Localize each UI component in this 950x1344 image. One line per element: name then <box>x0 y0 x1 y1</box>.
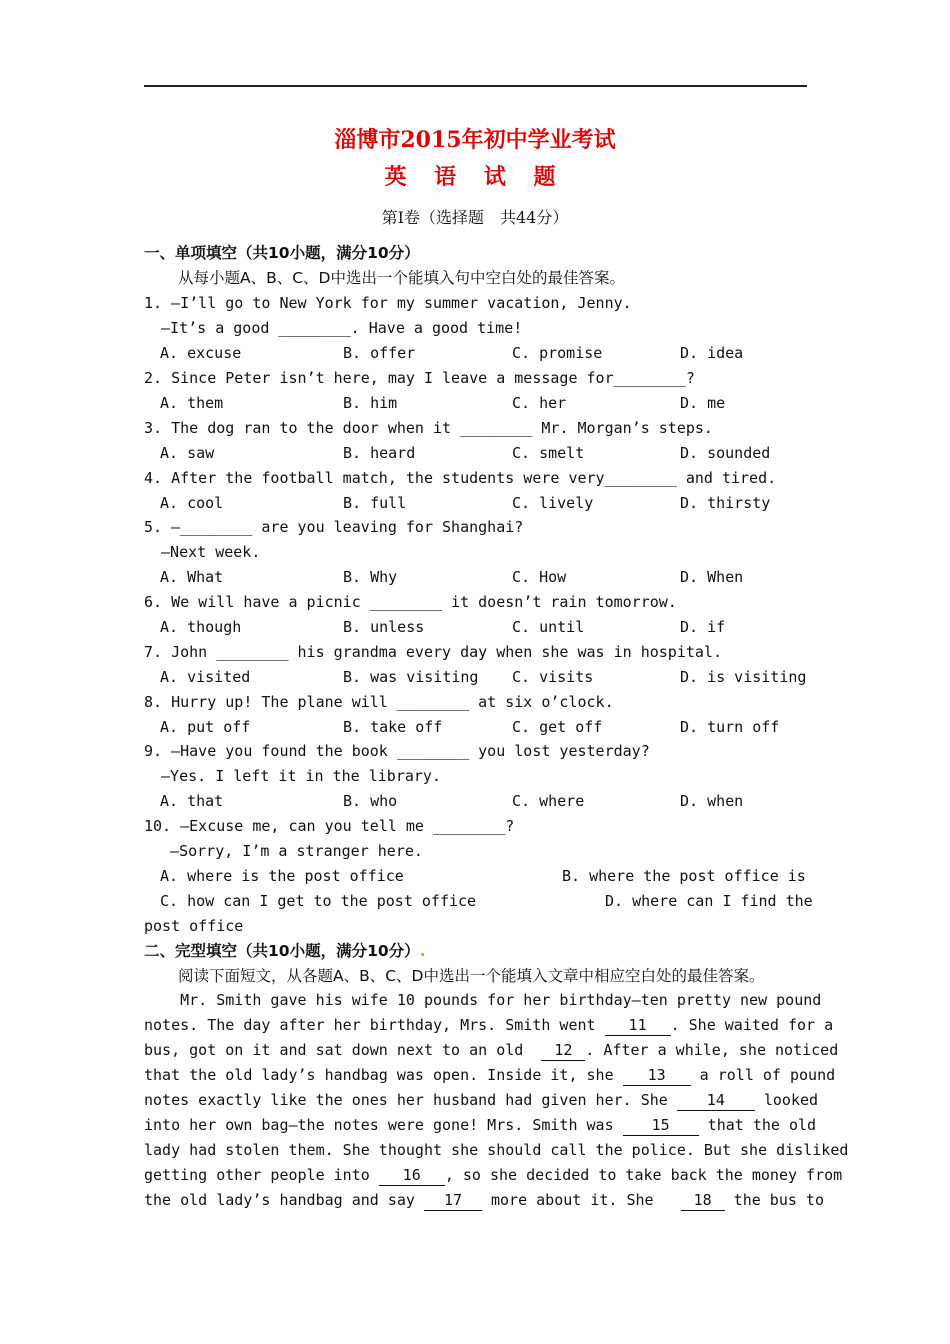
option-a: A. them <box>160 394 224 412</box>
option-c: C. until <box>512 618 585 636</box>
option-c: C. where <box>512 792 585 810</box>
passage-line: notes exactly like the ones her husband had given her. She 14 looked <box>144 1091 819 1109</box>
exam-subtitle: 英 语 试 题 <box>384 164 566 190</box>
option-a: A. that <box>160 792 224 810</box>
passage-line: into her own bag—the notes were gone! Mrs. Smith was 15 that the old <box>144 1116 817 1134</box>
question-2-stem: 2. Since Peter isn’t here, may I leave a message for________? <box>144 369 695 387</box>
option-c: C. How <box>512 568 567 586</box>
part2-heading: 二、完型填空（共10小题，满分10分）. <box>144 942 426 960</box>
option-c: C. visits <box>512 668 594 686</box>
question-9-stem: 9. —Have you found the book ________ you lost yesterday? <box>144 742 650 760</box>
question-10-stem: 10. —Excuse me, can you tell me ________? <box>144 817 515 835</box>
passage-line: that the old lady’s handbag was open. Inside it, she 13 a roll of pound <box>144 1066 836 1084</box>
question-10-stem: —Sorry, I’m a stranger here. <box>152 842 423 860</box>
question-3-stem: 3. The dog ran to the door when it ________ Mr. Morgan’s steps. <box>144 419 713 437</box>
option-d-continued: post office <box>144 917 244 935</box>
option-b: B. heard <box>343 444 416 462</box>
question-9-stem: —Yes. I left it in the library. <box>152 767 441 785</box>
cloze-blank-16[interactable]: 16 <box>379 1165 445 1186</box>
question-7-stem: 7. John ________ his grandma every day when she was in hospital. <box>144 643 722 661</box>
option-d: D. sounded <box>680 444 771 462</box>
option-d: D. turn off <box>680 718 780 736</box>
option-c: C. how can I get to the post office <box>160 892 477 910</box>
part2-instruction: 阅读下面短文，从各题A、B、C、D中选出一个能填入文章中相应空白处的最佳答案。 <box>178 967 765 985</box>
option-d: D. idea <box>680 344 744 362</box>
volume-label: 第Ⅰ卷（选择题 共44分） <box>381 208 569 227</box>
passage-line: bus, got on it and sat down next to an old 12 . After a while, she noticed <box>144 1041 839 1059</box>
cloze-blank-14[interactable]: 14 <box>677 1090 755 1111</box>
passage-line: notes. The day after her birthday, Mrs. Smith went 11 . She waited for a <box>144 1016 834 1034</box>
cloze-blank-13[interactable]: 13 <box>623 1065 691 1086</box>
option-c: C. smelt <box>512 444 585 462</box>
question-8-stem: 8. Hurry up! The plane will ________ at six o’clock. <box>144 693 614 711</box>
passage-line: the old lady’s handbag and say 17 more about it. She 18 the bus to <box>144 1191 824 1209</box>
option-d: D. thirsty <box>680 494 771 512</box>
passage-line: Mr. Smith gave his wife 10 pounds for her birthday—ten pretty new pound <box>144 991 822 1009</box>
cloze-blank-12[interactable]: 12 <box>541 1040 585 1061</box>
option-b: B. take off <box>343 718 443 736</box>
question-5-stem: 5. —________ are you leaving for Shanghai? <box>144 518 524 536</box>
option-c: C. promise <box>512 344 603 362</box>
cloze-blank-17[interactable]: 17 <box>424 1190 482 1211</box>
question-5-stem: —Next week. <box>152 543 261 561</box>
option-b: B. offer <box>343 344 416 362</box>
option-b: B. Why <box>343 568 398 586</box>
top-rule <box>144 85 807 87</box>
option-d: D. if <box>680 618 726 636</box>
exam-title: 淄博市2015年初中学业考试 <box>334 127 616 153</box>
option-a: A. What <box>160 568 224 586</box>
cloze-blank-18[interactable]: 18 <box>681 1190 725 1211</box>
option-a: A. excuse <box>160 344 242 362</box>
passage-line: lady had stolen them. She thought she should call the police. But she disliked <box>144 1141 849 1159</box>
option-a: A. where is the post office <box>160 867 404 885</box>
option-d: D. where can I find the <box>605 892 813 910</box>
option-a: A. put off <box>160 718 251 736</box>
option-d: D. me <box>680 394 726 412</box>
cloze-blank-15[interactable]: 15 <box>623 1115 699 1136</box>
cloze-blank-11[interactable]: 11 <box>605 1015 671 1036</box>
option-a: A. visited <box>160 668 251 686</box>
heading-dot: . <box>419 942 426 960</box>
option-b: B. was visiting <box>343 668 479 686</box>
question-1-stem: 1. —I’ll go to New York for my summer vacation, Jenny. <box>144 294 632 312</box>
option-b: B. full <box>343 494 407 512</box>
option-d: D. When <box>680 568 744 586</box>
option-a: A. saw <box>160 444 215 462</box>
passage-line: getting other people into 16 , so she decided to take back the money from <box>144 1166 843 1184</box>
option-c: C. lively <box>512 494 594 512</box>
option-b: B. who <box>343 792 398 810</box>
question-6-stem: 6. We will have a picnic ________ it doesn’t rain tomorrow. <box>144 593 677 611</box>
option-a: A. though <box>160 618 242 636</box>
option-c: C. get off <box>512 718 603 736</box>
question-4-stem: 4. After the football match, the students were very________ and tired. <box>144 469 777 487</box>
option-d: D. is visiting <box>680 668 807 686</box>
option-b: B. where the post office is <box>562 867 806 885</box>
part1-heading: 一、单项填空（共10小题，满分10分） <box>144 244 420 262</box>
option-b: B. him <box>343 394 398 412</box>
option-a: A. cool <box>160 494 224 512</box>
option-c: C. her <box>512 394 567 412</box>
part1-instruction: 从每小题A、B、C、D中选出一个能填入句中空白处的最佳答案。 <box>178 269 625 287</box>
question-1-stem: —It’s a good ________. Have a good time! <box>152 319 523 337</box>
option-d: D. when <box>680 792 744 810</box>
option-b: B. unless <box>343 618 425 636</box>
